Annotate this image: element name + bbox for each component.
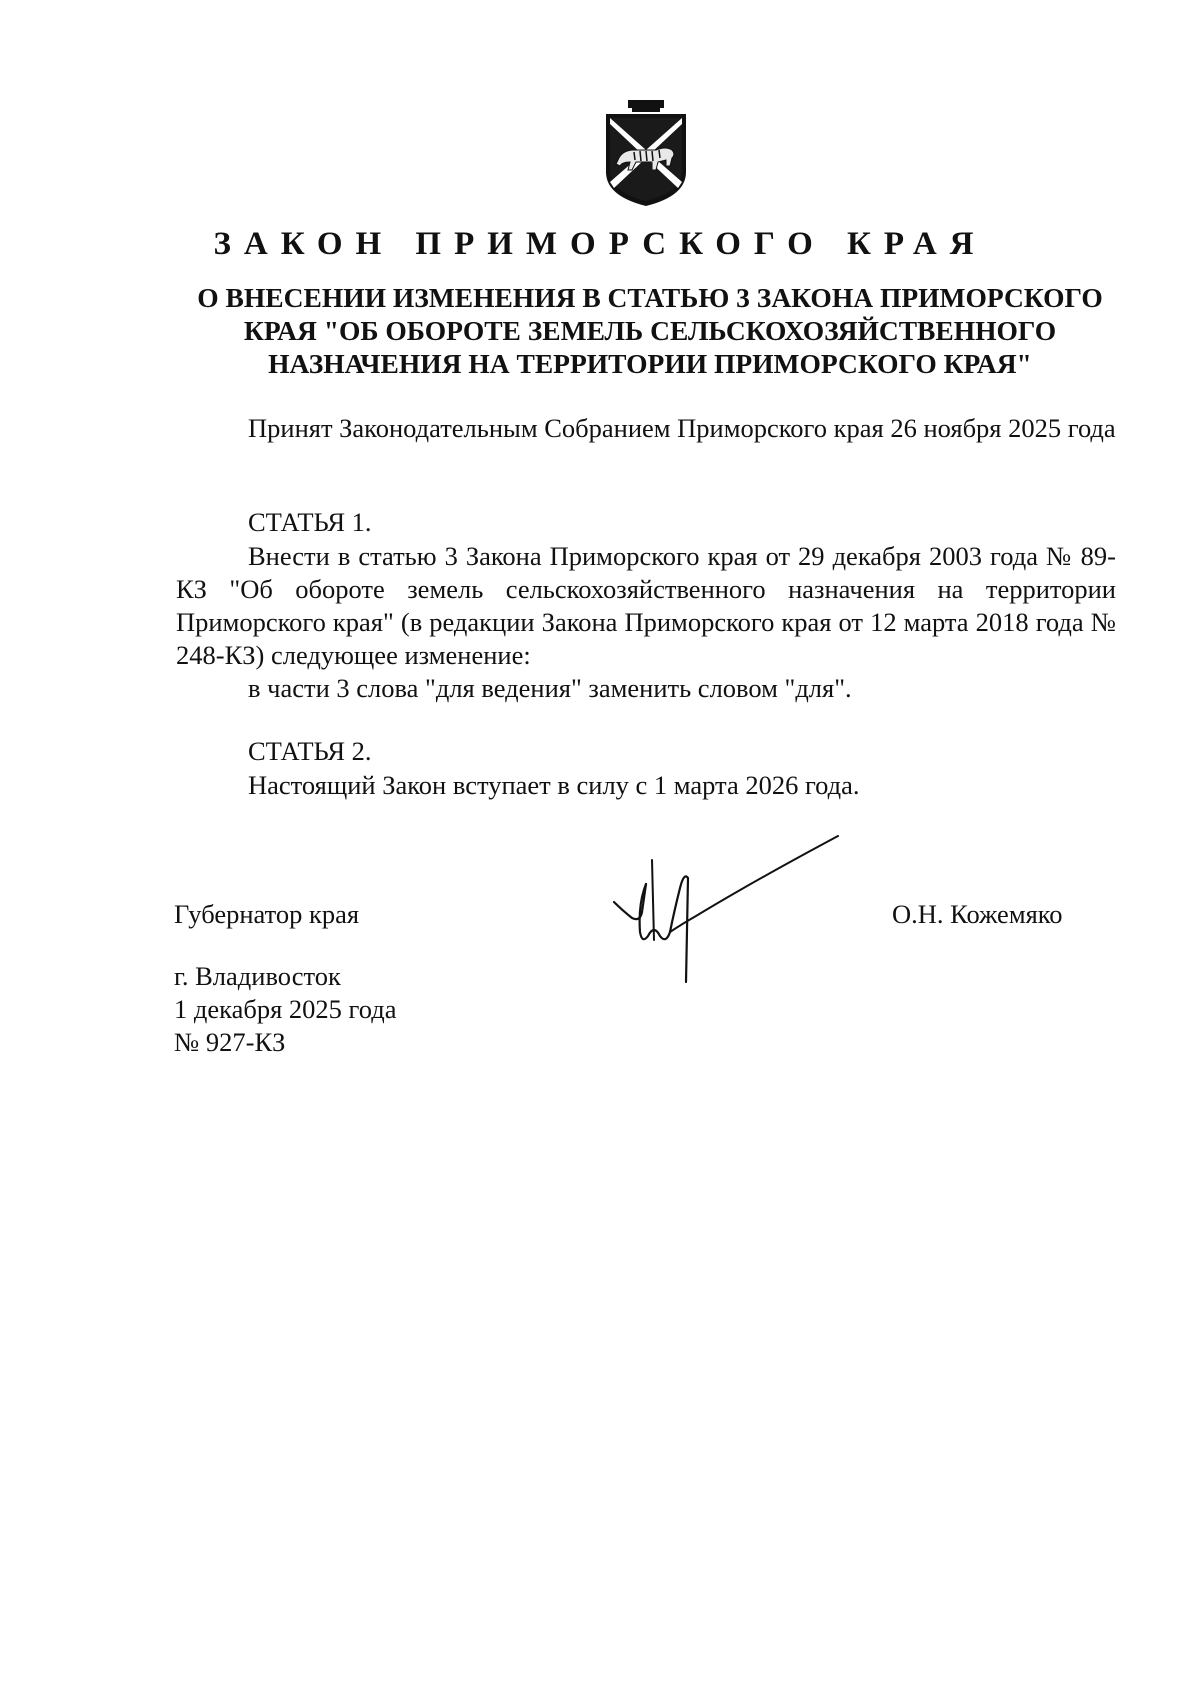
law-title: ЗАКОН ПРИМОРСКОГО КРАЯ — [213, 226, 987, 262]
article-2-text: Настоящий Закон вступает в силу с 1 марта 2026 года. — [248, 770, 860, 800]
subtitle-line: О ВНЕСЕНИИ ИЗМЕНЕНИЯ В СТАТЬЮ 3 ЗАКОНА ПРИМОРСКОГО — [197, 282, 1103, 313]
adoption-statement: Принят Законодательным Собранием Приморского края 26 ноября 2025 года — [248, 413, 1116, 443]
law-number: № 927-КЗ — [174, 1027, 286, 1057]
signing-place: г. Владивосток — [174, 961, 341, 991]
article-1-text: Внести в статью 3 Закона Приморского края от 29 декабря 2003 года № 89-КЗ "Об обороте земель сельскохозяйственного назначения на территории Приморского края" (в редакции Закона Приморского края от 12 марта 2018 года № 248-КЗ) следующее изменение: — [176, 541, 1116, 670]
signer-name: О.Н. Кожемяко — [892, 899, 1063, 929]
signature-image — [612, 832, 840, 984]
article-2-heading: СТАТЬЯ 2. — [248, 736, 372, 766]
article-1-heading: СТАТЬЯ 1. — [248, 507, 372, 537]
coat-of-arms-icon — [604, 100, 688, 206]
law-subtitle — [160, 281, 1140, 380]
subtitle-line: НАЗНАЧЕНИЯ НА ТЕРРИТОРИИ ПРИМОРСКОГО КРАЯ" — [268, 348, 1032, 379]
signer-position: Губернатор края — [174, 899, 360, 929]
subtitle-line: КРАЯ "ОБ ОБОРОТЕ ЗЕМЕЛЬ СЕЛЬСКОХОЗЯЙСТВЕННОГО — [243, 315, 1057, 346]
signing-date: 1 декабря 2025 года — [174, 994, 397, 1024]
article-1-amendment: в части 3 слова "для ведения" заменить словом "для". — [248, 673, 852, 703]
